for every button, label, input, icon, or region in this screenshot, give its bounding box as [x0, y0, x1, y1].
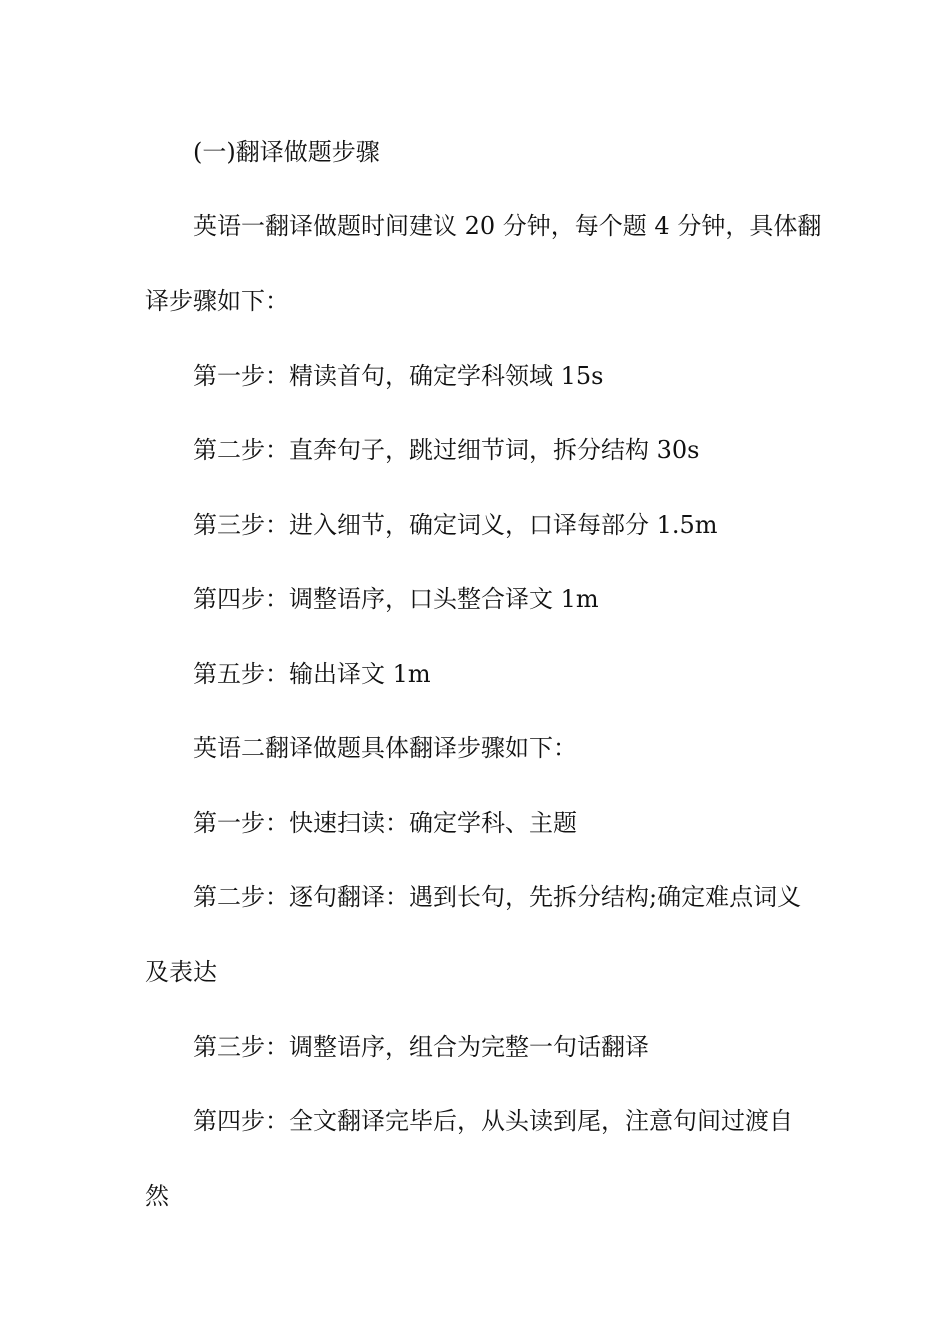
- english-two-step-3: 第三步：调整语序，组合为完整一句话翻译: [193, 1033, 649, 1061]
- english-one-step-3: 第三步：进入细节，确定词义，口译每部分 1.5m: [193, 511, 718, 539]
- english-two-step-4-line-2: 然: [145, 1182, 169, 1210]
- english-two-step-2-line-1: 第二步：逐句翻译：遇到长句，先拆分结构;确定难点词义: [193, 883, 802, 911]
- english-two-step-4-line-1: 第四步：全文翻译完毕后，从头读到尾，注意句间过渡自: [193, 1107, 793, 1135]
- english-one-step-4: 第四步：调整语序，口头整合译文 1m: [193, 585, 599, 613]
- english-one-step-5: 第五步：输出译文 1m: [193, 660, 431, 688]
- english-two-step-1: 第一步：快速扫读：确定学科、主题: [193, 809, 577, 837]
- english-one-step-1: 第一步：精读首句，确定学科领域 15s: [193, 362, 604, 390]
- english-two-step-2-line-2: 及表达: [145, 958, 217, 986]
- english-two-intro: 英语二翻译做题具体翻译步骤如下：: [193, 734, 577, 762]
- english-one-intro-line-1: 英语一翻译做题时间建议 20 分钟，每个题 4 分钟，具体翻: [193, 212, 822, 240]
- english-one-step-2: 第二步：直奔句子，跳过细节词，拆分结构 30s: [193, 436, 700, 464]
- english-one-intro-line-2: 译步骤如下：: [145, 287, 289, 315]
- section-heading: (一)翻译做题步骤: [193, 138, 380, 166]
